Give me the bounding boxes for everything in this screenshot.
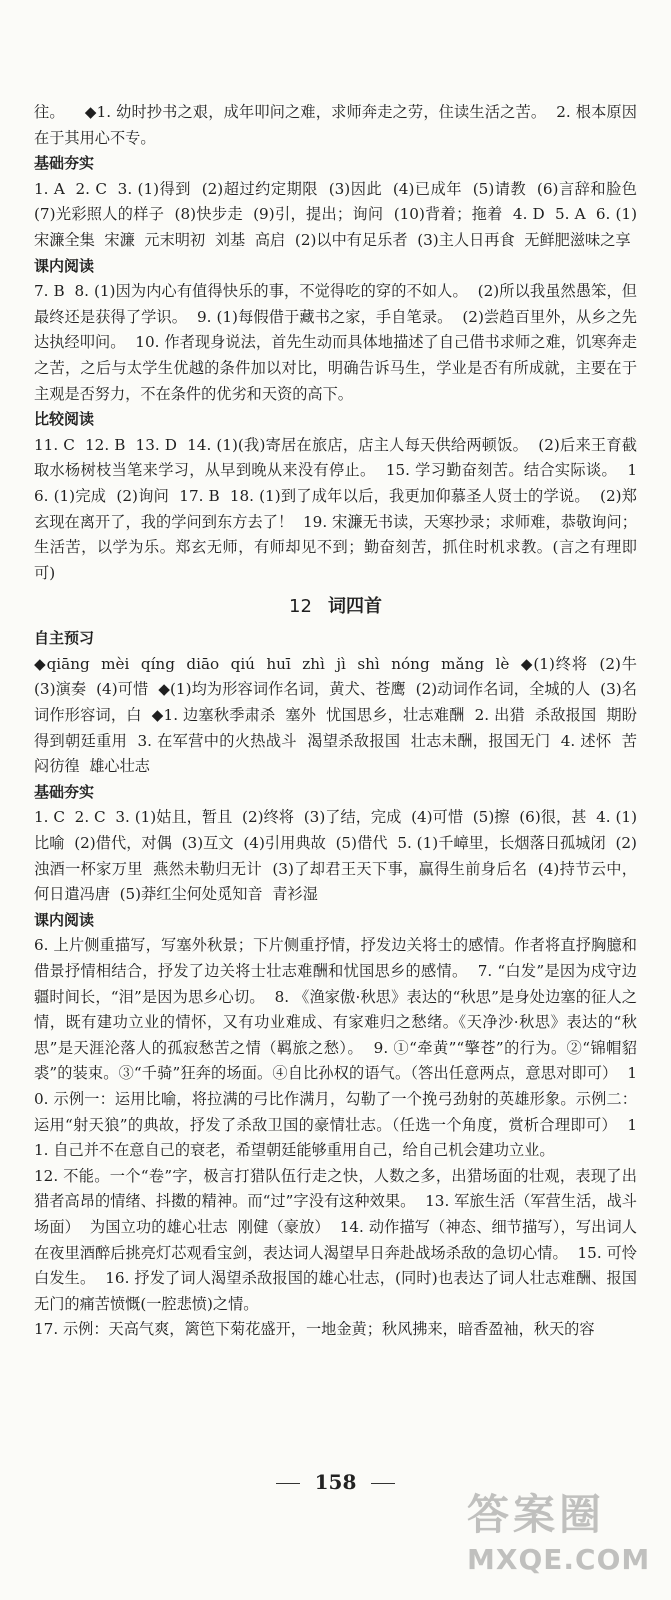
footer-dash-right (371, 1483, 395, 1484)
answer-paragraph: 1. C 2. C 3. (1)姑且，暂且 (2)终将 (3)了结，完成 (4)可惜 (5)擦 (6)很，甚 4. (1)比喻 (2)借代，对偶 (3)互文 (4)引用典故 (5)借代 5. (1)千嶂里，长烟落日孤城闭 (2)浊酒一杯家万里 燕然未勒归无计 (3)了却君王天下事，赢得生前身后名 (4)持节云中，何日遣冯唐 (5)莽红尘何处觅知音 青衫湿 (34, 808, 637, 904)
section-heading: 课内阅读 (34, 910, 95, 929)
chapter-number: 12 (289, 596, 312, 618)
section-heading: 课内阅读 (34, 256, 95, 275)
section-heading: 自主预习 (34, 629, 95, 648)
watermark-logo (467, 1490, 657, 1595)
watermark-url: MXQE.COM (467, 1543, 651, 1576)
answer-paragraph: 1. A 2. C 3. (1)得到 (2)超过约定期限 (3)因此 (4)已成年 (5)请教 (6)言辞和脸色 (7)光彩照人的样子 (8)快步走 (9)引，提出；询问 (10)背着；拖着 4. D 5. A 6. (1)宋濂全集 宋濂 元末明初 刘基 高启 (2)以中有足乐者 (3)主人日再食 无鲜肥滋味之享 (34, 179, 647, 249)
answer-paragraph: 17. 示例：天高气爽，篱笆下菊花盛开，一地金黄；秋风拂来，暗香盈袖，秋天的容 (34, 1320, 595, 1339)
section-heading: 基础夯实 (34, 782, 95, 801)
footer-dash-left (276, 1483, 300, 1484)
watermark-title: 答案圈 (467, 1490, 606, 1539)
answer-paragraph: 往。 ◆1. 幼时抄书之艰，成年叩问之难，求师奔走之劳，住读生活之苦。 2. 根本原因在于其用心不专。 (34, 103, 637, 147)
section-heading: 比较阅读 (34, 410, 95, 429)
chapter-title (34, 588, 637, 626)
answer-paragraph: 6. 上片侧重描写，写塞外秋景；下片侧重抒情，抒发边关将士的感情。作者将直抒胸臆和借景抒情相结合，抒发了边关将士壮志难酬和忧国思乡的感情。 7. “白发”是因为戍守边疆时间长，“泪”是因为思乡心切。 8. 《渔家傲·秋思》表达的“秋思”是身处边塞的征人之情，既有建功立业的情怀，又有功业难成、有家难归之愁绪。《天净沙·秋思》表达的“秋思”是天涯沦落人的孤寂愁苦之情（羁旅之愁）。 9. ①“牵黄”“擎苍”的行为。②“锦帽貂裘”的装束。③“千骑”狂奔的场面。④自比孙权的语气。（答出任意两点，意思对即可） 10. 示例一：运用比喻，将拉满的弓比作满月，勾勒了一个挽弓劲射的英雄形象。示例二：运用“射天狼”的典故，抒发了杀敌卫国的豪情壮志。（任选一个角度，赏析合理即可） 11. 自己并不在意自己的衰老，希望朝廷能够重用自己，给自己机会建功立业。 (34, 936, 637, 1160)
answer-paragraph: 12. 不能。一个“卷”字，极言打猎队伍行走之快，人数之多，出猎场面的壮观，表现了出猎者高昂的情绪、抖擞的精神。而“过”字没有这种效果。 13. 军旅生活（军营生活，战斗场面） 为国立功的雄心壮志 刚健（豪放） 14. 动作描写（神态、细节描写），写出词人在夜里酒醉后挑亮灯芯观看宝剑，表达词人渴望早日奔赴战场杀敌的急切心情。 15. 可怜白发生。 16. 抒发了词人渴望杀敌报国的雄心壮志，(同时)也表达了词人壮志难酬、报国无门的痛苦愤慨(一腔悲愤)之情。 (34, 1166, 637, 1313)
chapter-name: 词四首 (327, 596, 382, 618)
answer-paragraph: 11. C 12. B 13. D 14. (1)(我)寄居在旅店，店主人每天供给两顿饭。 (2)后来王育截取水杨树枝当笔来学习，从早到晚从来没有停止。 15. 学习勤奋刻苦。结合实际谈。 16. (1)完成 (2)询问 17. B 18. (1)到了成年以后，我更加仰慕圣人贤士的学说。 (2)郑玄现在离开了，我的学问到东方去了！ 19. 宋濂无书读，天寒抄录；求师难，恭敬询问；生活苦，以学为乐。郑玄无师，有师却见不到；勤奋刻苦，抓住时机求教。(言之有理即可) (34, 435, 637, 582)
page-number: 158 (314, 1470, 357, 1494)
section-heading: 基础夯实 (34, 154, 95, 173)
answer-paragraph: 7. B 8. (1)因为内心有值得快乐的事，不觉得吃的穿的不如人。 (2)所以我虽然愚笨，但最终还是获得了学识。 9. (1)每假借于藏书之家，手自笔录。 (2)尝趋百里外，从乡之先达执经叩问。 10. 作者现身说法，首先生动而具体地描述了自己借书求师之难，饥寒奔走之苦，之后与太学生优越的条件加以对比，明确告诉马生，学业是否有所成就，主要在于主观是否努力，不在条件的优劣和天资的高下。 (34, 282, 637, 403)
page-content (34, 100, 647, 1343)
answer-paragraph: ◆qiāng mèi qíng diāo qiú huī zhì jì shì nóng mǎng lè ◆(1)终将 (2)牛 (3)演奏 (4)可惜 ◆(1)均为形容词作名词，黄犬、苍鹰 (2)动词作名词，全城的人 (3)名词作形容词，白 ◆1. 边塞秋季肃杀 塞外 忧国思乡，壮志难酬 2. 出猎 杀敌报国 期盼得到朝廷重用 3. 在军营中的火热战斗 渴望杀敌报国 壮志未酬，报国无门 4. 述怀 苦闷彷徨 雄心壮志 (34, 654, 647, 776)
